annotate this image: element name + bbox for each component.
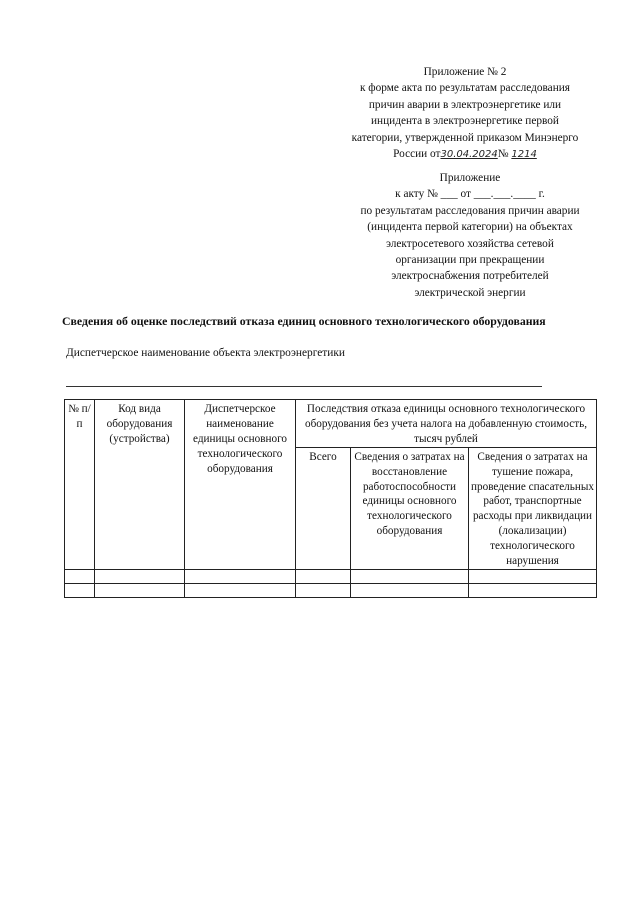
- table-row: [65, 569, 597, 583]
- header-dispatch-name: Диспетчерское наименование единицы основного технологического оборудования: [185, 400, 296, 570]
- header-firefighting-costs: Сведения о затратах на тушение пожара, проведение спасательных работ, транспортные расходы при ликвидации (локализации) технологического нарушения: [469, 447, 597, 569]
- header-total: Всего: [296, 447, 351, 569]
- table-cell: [351, 583, 469, 597]
- header-equipment-code: Код вида оборудования (устройства): [95, 400, 185, 570]
- table-cell: [65, 569, 95, 583]
- object-name-label: Диспетчерское наименование объекта электроэнергетики: [66, 347, 345, 359]
- table-cell: [351, 569, 469, 583]
- appendix-act-line: электросетевого хозяйства сетевой: [386, 237, 554, 250]
- appendix-act-line: к акту № ___ от ___.___.____ г.: [395, 188, 545, 201]
- appendix-2-line: причин аварии в электроэнергетике или: [368, 98, 562, 111]
- table-cell: [95, 569, 185, 583]
- object-name-fill-line: [66, 386, 542, 387]
- appendix-act-line: (инцидента первой категории) на объектах: [367, 221, 573, 234]
- table-cell: [469, 569, 597, 583]
- russia-from-label: России от: [393, 148, 441, 161]
- table-header-row: [65, 400, 597, 448]
- appendix-2-line: категории, утвержденной приказом Минэнерго: [351, 131, 579, 144]
- table-row: [65, 583, 597, 597]
- table-cell: [296, 583, 351, 597]
- header-restoration-costs: Сведения о затратах на восстановление работоспособности единицы основного технологического оборудования: [351, 447, 469, 569]
- document-title: Сведения об оценке последствий отказа единиц основного технологического оборудования: [62, 314, 546, 328]
- appendix-act-header: [330, 170, 610, 301]
- appendix-2-header: [320, 64, 610, 163]
- table-cell: [185, 569, 296, 583]
- appendix-2-line: к форме акта по результатам расследования: [359, 82, 570, 95]
- handwritten-date: 30.04.2024: [440, 149, 498, 161]
- header-number: № п/п: [65, 400, 95, 570]
- appendix-act-line: организации при прекращении: [395, 254, 545, 267]
- appendix-2-line: Приложение № 2: [423, 66, 507, 78]
- appendix-act-line: по результатам расследования причин аварии: [360, 204, 580, 217]
- appendix-act-line: электрической энергии: [414, 286, 526, 299]
- table-cell: [296, 569, 351, 583]
- table-cell: [95, 583, 185, 597]
- header-consequences: Последствия отказа единицы основного технологического оборудования без учета налога на добавленную стоимость, тысяч рублей: [296, 400, 597, 448]
- handwritten-number: 1214: [511, 149, 537, 161]
- appendix-2-line: инцидента в электроэнергетике первой: [371, 115, 559, 128]
- table-cell: [185, 583, 296, 597]
- appendix-act-line: Приложение: [439, 172, 501, 184]
- table-cell: [469, 583, 597, 597]
- consequences-table: [64, 399, 597, 598]
- number-sign: №: [497, 148, 509, 161]
- table-cell: [65, 583, 95, 597]
- order-reference-line: [320, 146, 610, 163]
- appendix-act-line: электроснабжения потребителей: [391, 270, 549, 283]
